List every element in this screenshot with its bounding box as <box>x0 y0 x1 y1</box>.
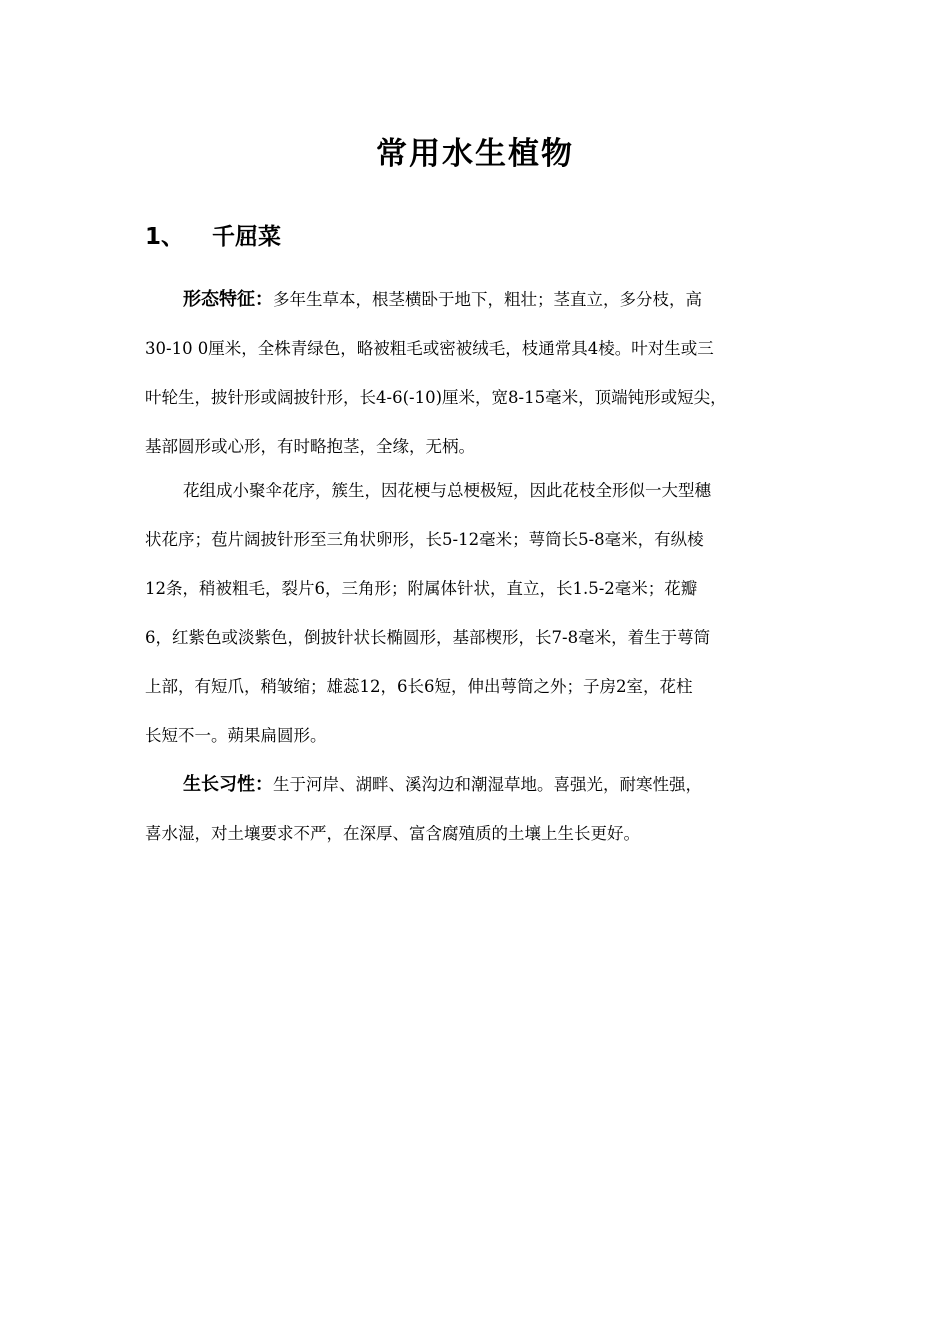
paragraph-line: 长短不一。蒴果扁圆形。 <box>145 726 327 745</box>
paragraph-line: 12条，稍被粗毛，裂片6，三角形；附属体针状，直立，长1.5-2毫米；花瓣 <box>145 579 698 598</box>
paragraph-text: 生于河岸、湖畔、溪沟边和潮湿草地。喜强光，耐寒性强， <box>273 775 702 794</box>
paragraph-line: 基部圆形或心形，有时略抱茎，全缘，无柄。 <box>145 437 475 456</box>
paragraph-line: 30-10 0厘米，全株青绿色，略被粗毛或密被绒毛，枝通常具4棱。叶对生或三 <box>145 339 714 358</box>
paragraph-line: 叶轮生，披针形或阔披针形，长4-6(-10)厘米，宽8-15毫米，顶端钝形或短尖， <box>145 388 727 407</box>
paragraph-line <box>145 760 817 809</box>
paragraph-line: 6，红紫色或淡紫色，倒披针状长椭圆形，基部楔形，长7-8毫米，着生于萼筒 <box>145 628 711 647</box>
paragraph-line: 喜水湿，对土壤要求不严，在深厚、富含腐殖质的土壤上生长更好。 <box>145 824 640 843</box>
section-heading <box>145 218 281 251</box>
section-name: 千屈菜 <box>212 224 281 250</box>
paragraph-text: 多年生草本，根茎横卧于地下，粗壮；茎直立，多分枝，高 <box>273 290 702 309</box>
paragraph-line: 状花序；苞片阔披针形至三角状卵形，长5-12毫米；萼筒长5-8毫米，有纵棱 <box>145 530 704 549</box>
morphology-paragraph <box>145 275 817 471</box>
habit-label: 生长习性： <box>183 774 273 795</box>
flower-paragraph <box>145 466 817 760</box>
section-number: 1、 <box>145 224 185 250</box>
paragraph-line <box>145 275 817 324</box>
paragraph-line: 花组成小聚伞花序，簇生，因花梗与总梗极短，因此花枝全形似一大型穗 <box>183 481 711 500</box>
morphology-label: 形态特征： <box>183 289 273 310</box>
paragraph-line: 上部，有短爪，稍皱缩；雄蕊12，6长6短，伸出萼筒之外；子房2室，花柱 <box>145 677 693 696</box>
habit-paragraph <box>145 760 817 858</box>
page-title: 常用水生植物 <box>376 136 574 172</box>
